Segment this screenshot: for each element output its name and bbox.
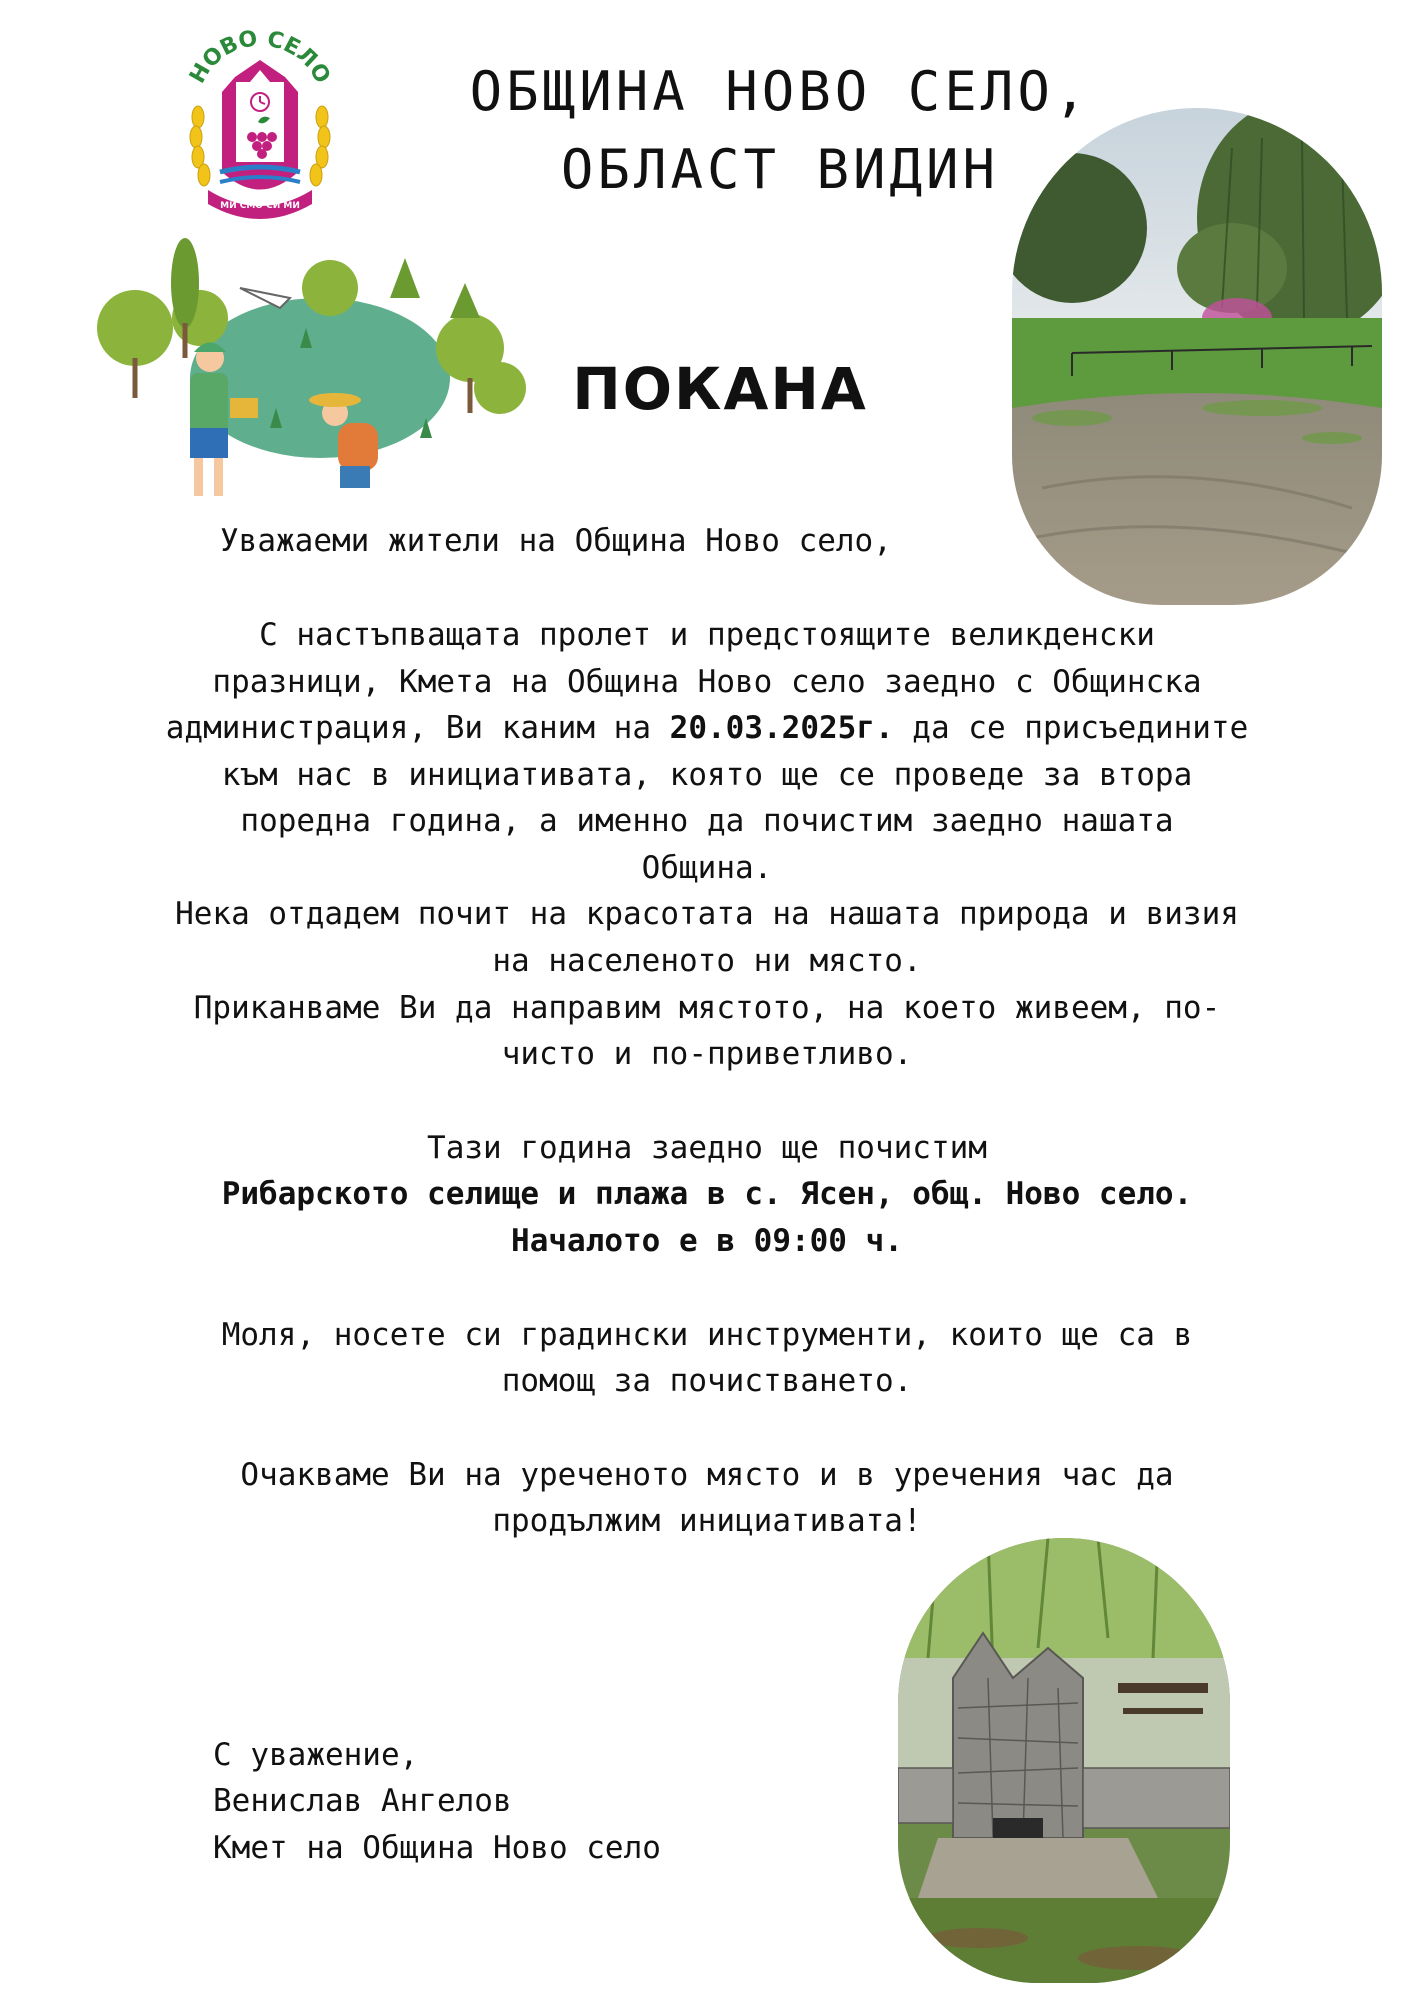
- event-date: 20.03.2025г.: [669, 710, 894, 746]
- signature-role: Кмет на Община Ново село: [213, 1830, 661, 1866]
- paragraph-2-line-1: Нека отдадем почит на красотата на нашата природа и визия: [175, 896, 1239, 932]
- paragraph-1-text: да се присъедините: [893, 710, 1249, 746]
- start-time: Началото е в 09:00 ч.: [511, 1223, 903, 1259]
- header-line-1: ОБЩИНА НОВО СЕЛО,: [469, 60, 1091, 123]
- signature-regards: С уважение,: [213, 1737, 419, 1773]
- paragraph-1-line-4: към нас в инициативата, която ще се проведе за втора: [221, 757, 1193, 793]
- location-intro: Тази година заедно ще почистим: [427, 1130, 987, 1166]
- paragraph-1-line-3: [0, 705, 1414, 752]
- paragraph-1-line-1: С настъпващата пролет и предстоящите великденски: [259, 617, 1155, 653]
- park-photo: [1012, 108, 1382, 605]
- greeting: Уважаеми жители на Община Ново село,: [220, 523, 892, 559]
- municipality-logo: [180, 22, 340, 227]
- paragraph-3-line-2: чисто и по-приветливо.: [501, 1036, 913, 1072]
- closing-line-1: Очакваме Ви на уреченото място и в уречения час да: [240, 1457, 1174, 1493]
- page-title: ПОКАНА: [572, 355, 868, 423]
- header-line-2: ОБЛАСТ ВИДИН: [560, 138, 1000, 201]
- closing-line-2: продължим инициативата!: [492, 1503, 922, 1539]
- paragraph-1-text: администрация, Ви каним на: [165, 710, 670, 746]
- paragraph-1-line-2: празници, Кмета на Община Ново село заедно с Общинска: [212, 664, 1202, 700]
- volunteers-illustration: [90, 228, 540, 518]
- paragraph-1-line-6: Община.: [641, 850, 773, 886]
- tools-note-line-2: помощ за почистването.: [501, 1363, 913, 1399]
- paragraph-1-line-5: поредна година, а именно да почистим заедно нашата: [240, 803, 1174, 839]
- gardening-people-icon: [90, 228, 540, 518]
- paragraph-2-line-2: на населеното ни място.: [492, 943, 922, 979]
- signature-name: Венислав Ангелов: [213, 1783, 512, 1819]
- svg-text:НОВО СЕЛО: НОВО СЕЛО: [185, 26, 335, 88]
- tools-note-line-1: Моля, носете си градински инструменти, които ще са в: [221, 1317, 1193, 1353]
- location-place: Рибарското селище и плажа в с. Ясен, общ. Ново село.: [221, 1176, 1193, 1212]
- paragraph-3-line-1: Приканваме Ви да направим мястото, на което живеем, по-: [193, 990, 1221, 1026]
- coat-of-arms-icon: [180, 22, 340, 227]
- svg-text:МИ СМО СИ МИ: МИ СМО СИ МИ: [220, 201, 300, 211]
- fountain-photo: [898, 1538, 1230, 1983]
